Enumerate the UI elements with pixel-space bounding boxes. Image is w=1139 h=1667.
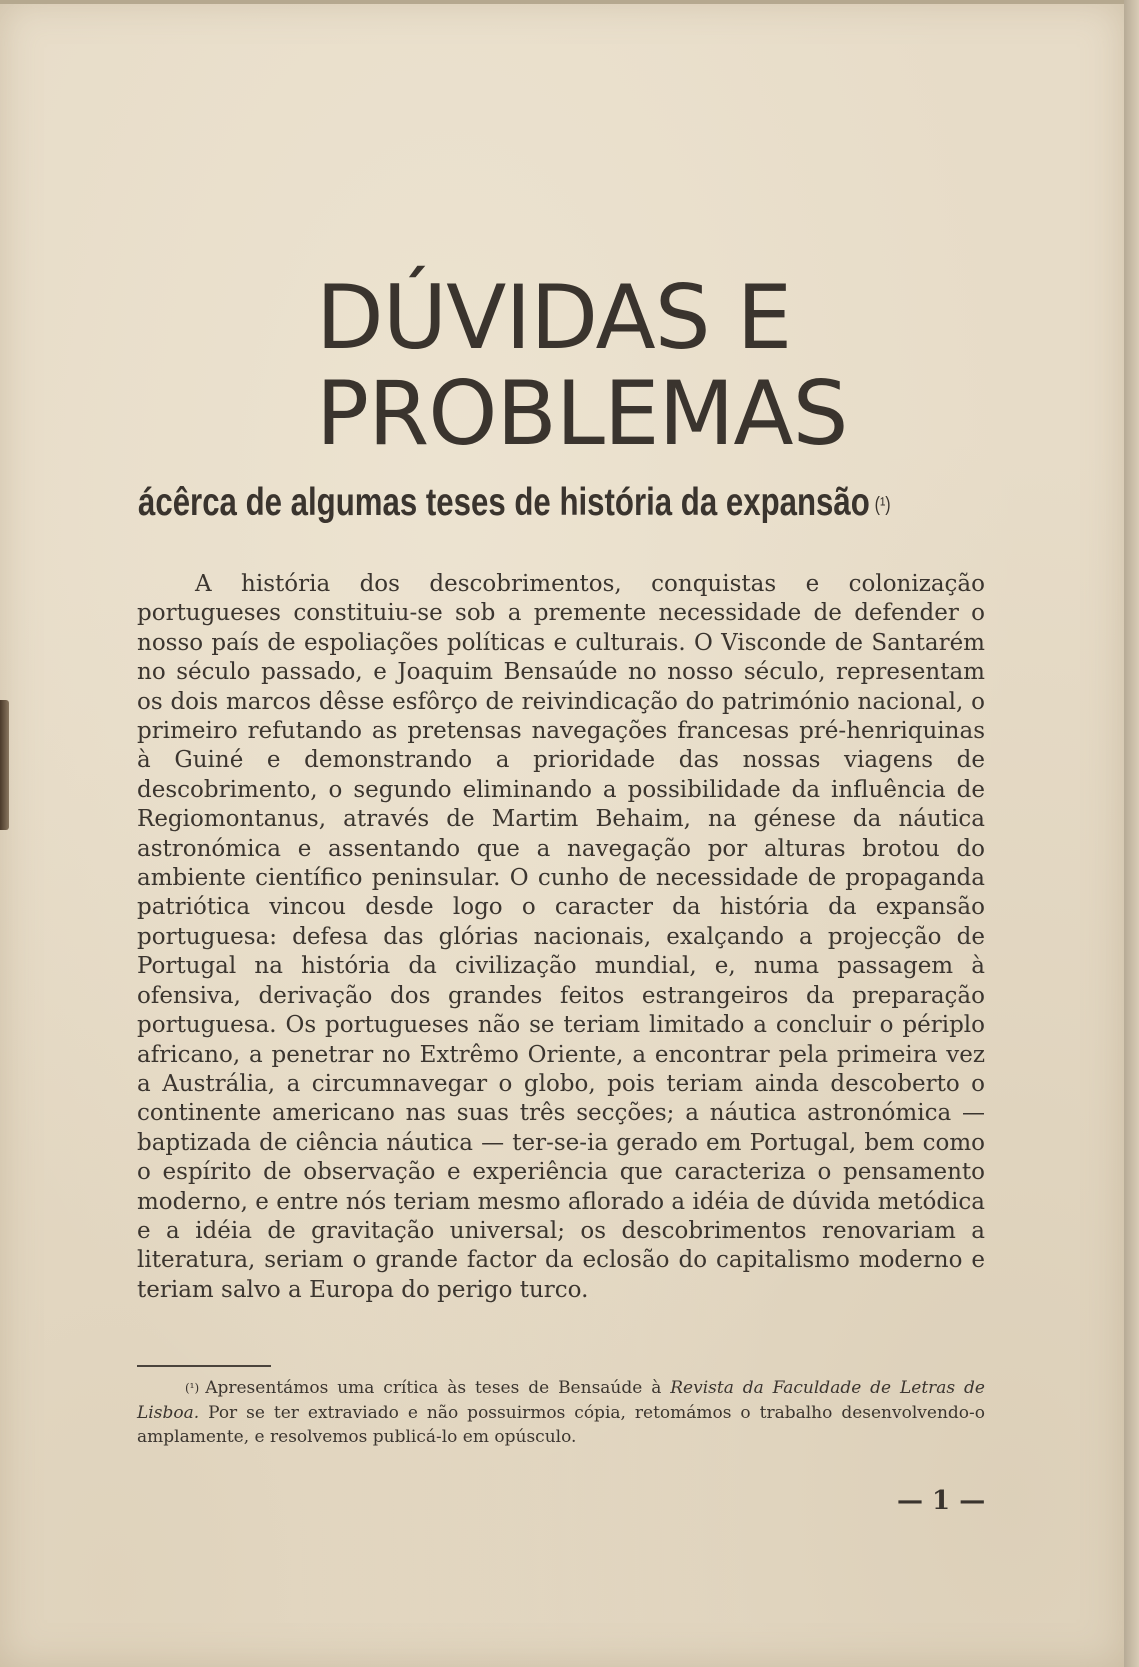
footnote-text-before: Apresentámos uma crítica às teses de Bensaúde à — [205, 1378, 671, 1398]
page-subtitle — [138, 478, 891, 528]
page-right-edge — [1124, 0, 1139, 1667]
footnote-text-after: Por se ter extraviado e não possuirmos cópia, retomámos o trabalho desenvolvendo-o amplamente, e resolvemos publicá-lo em opúsculo. — [137, 1402, 985, 1447]
footnote-rule — [137, 1365, 271, 1367]
title-line-1: DÚVIDAS E — [316, 266, 792, 369]
page-title — [316, 266, 848, 465]
page-top-edge — [0, 0, 1124, 4]
subtitle-footnote-ref: (¹) — [874, 494, 891, 516]
body-paragraph: A história dos descobrimentos, conquistas e colonização portugueses constituiu-se sob a premente necessidade de defender o nosso país de espoliações políticas e culturais. O Visconde de Santarém no século passado, e Joaquim Bensaúde no nosso século, representam os dois marcos dêsse esfôrço de reivindicação do património nacional, o primeiro refutando as pretensas navegações francesas pré-henriquinas à Guiné e demonstrando a prioridade das nossas viagens de descobrimento, o segundo eliminando a possibilidade da influência de Regiomontanus, através de Martim Behaim, na génese da náutica astronómica e assentando que a navegação por alturas brotou do ambiente científico peninsular. O cunho de necessidade de propaganda patriótica vincou desde logo o caracter da história da expansão portuguesa: defesa das glórias nacionais, exalçando a projecção de Portugal na história da civilização mundial, e, numa passagem à ofensiva, derivação dos grandes feitos estrangeiros da preparação portuguesa. Os portugueses não se teriam limitado a concluir o périplo africano, a penetrar no Extrêmo Oriente, a encontrar pela primeira vez a Austrália, a circumnavegar o globo, pois teriam ainda descoberto o continente americano nas suas três secções; a náutica astronómica — baptizada de ciência náutica — ter-se-ia gerado em Portugal, bem como o espírito de observação e experiência que caracteriza o pensamento moderno, e entre nós teriam mesmo aflorado a idéia de dúvida metódica e a idéia de gravitação universal; os descobrimentos renovariam a literatura, seriam o grande factor da eclosão do capitalismo moderno e teriam salvo a Europa do perigo turco. — [137, 571, 985, 1303]
page-number: — 1 — — [897, 1486, 986, 1516]
subtitle-text: ácêrca de algumas teses de história da expansão — [138, 481, 870, 524]
footnote — [137, 1376, 985, 1450]
footnote-journal-title: Revista da Faculdade de Letras de Lisboa. — [137, 1378, 985, 1423]
title-line-2: PROBLEMAS — [316, 362, 848, 465]
binding-mark — [0, 700, 9, 830]
footnote-mark: (¹) — [185, 1381, 200, 1395]
